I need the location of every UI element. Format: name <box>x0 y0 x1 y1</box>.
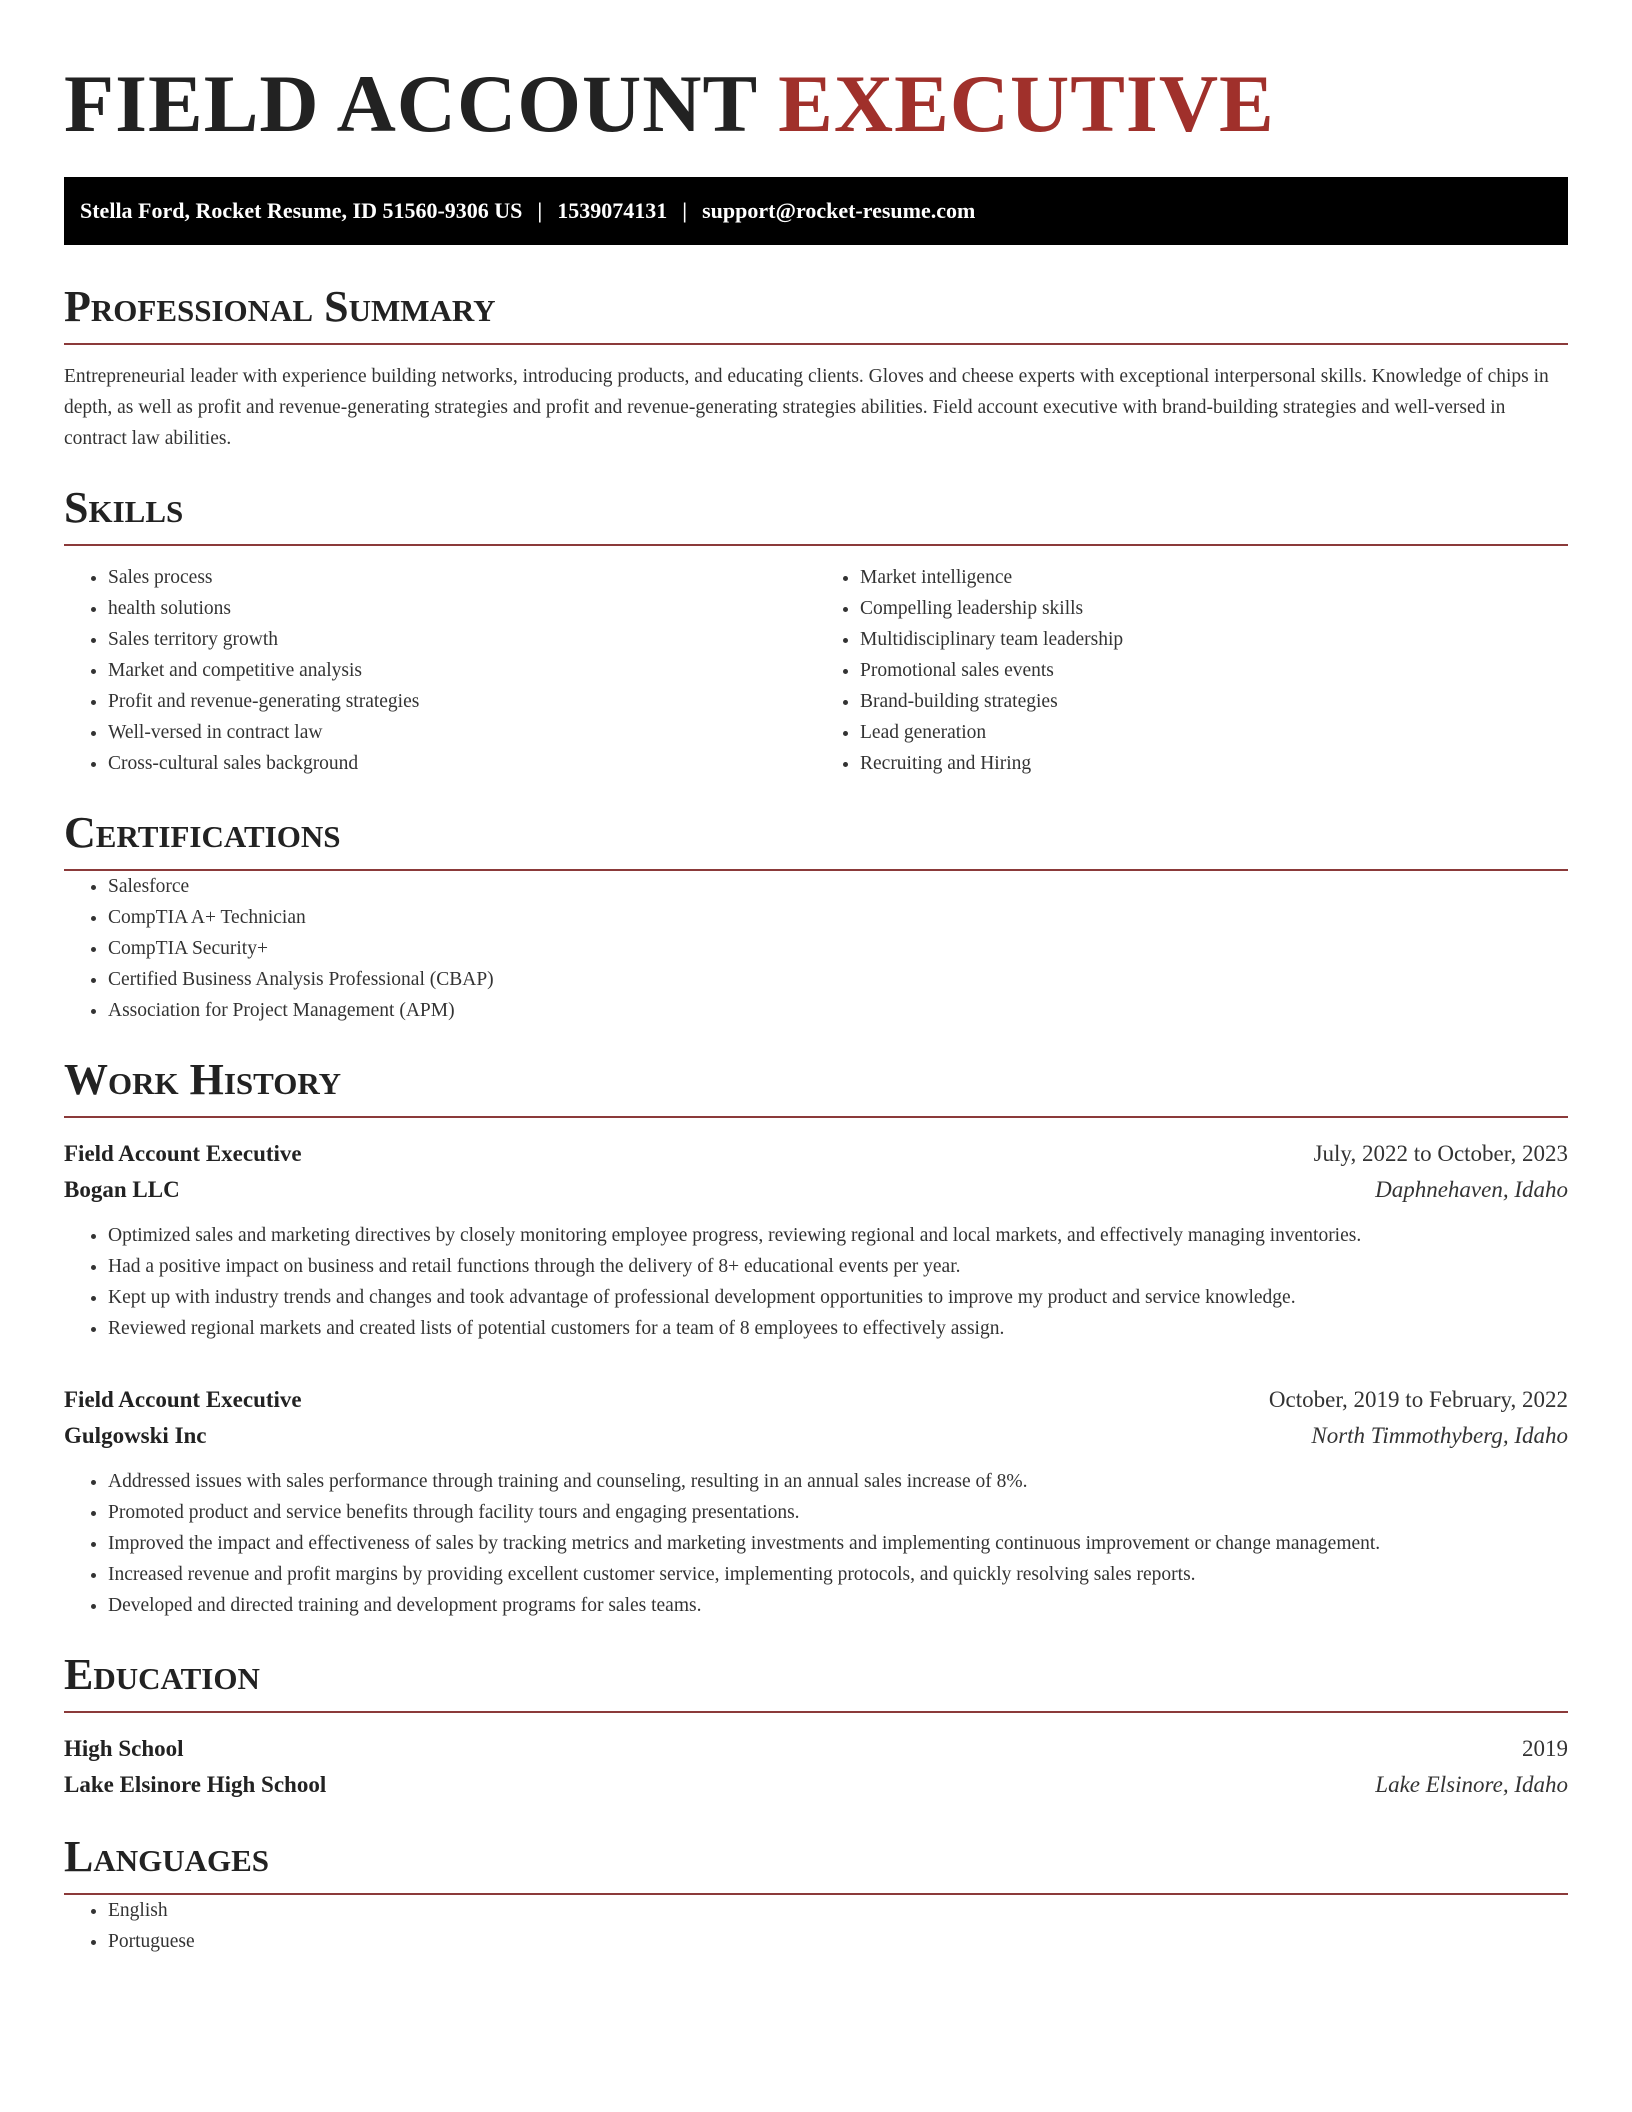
education-entry <box>64 1731 1568 1803</box>
certification-item: • Certified Business Analysis Professional (CBAP) <box>108 964 1568 995</box>
education-degree: High School <box>64 1736 184 1761</box>
job-position: Field Account Executive <box>64 1387 302 1412</box>
job-bullet: • Had a positive impact on business and retail functions through the delivery of 8+ educational events per year. <box>108 1251 1568 1282</box>
certification-item: • Salesforce <box>108 871 1568 902</box>
job-bullets <box>64 1220 1568 1344</box>
language-item: • Portuguese <box>108 1926 1568 1957</box>
languages-section <box>64 1831 1568 1957</box>
contact-separator: | <box>682 198 688 223</box>
skills-heading: Skills <box>64 482 1568 546</box>
job-dates: October, 2019 to February, 2022 <box>1268 1387 1568 1412</box>
job-dates: July, 2022 to October, 2023 <box>1313 1141 1568 1166</box>
job-company: Bogan LLC <box>64 1177 180 1202</box>
skill-item: • Profit and revenue-generating strategies <box>108 686 816 717</box>
job-company-row <box>64 1172 1568 1208</box>
skills-grid <box>64 562 1568 779</box>
job-bullet: • Promoted product and service benefits through facility tours and engaging presentations. <box>108 1497 1568 1528</box>
certification-item: • CompTIA Security+ <box>108 933 1568 964</box>
skill-item: • Compelling leadership skills <box>860 593 1568 624</box>
work-history-section <box>64 1054 1568 1621</box>
job-entry <box>64 1382 1568 1621</box>
education-degree-row <box>64 1731 1568 1767</box>
certifications-section <box>64 807 1568 1026</box>
contact-email: support@rocket-resume.com <box>702 198 976 223</box>
summary-text: Entrepreneurial leader with experience building networks, introducing products, and educating clients. Gloves and cheese experts with exceptional interpersonal skills. Knowledge of chips in depth, as well as profit and revenue-generating strategies and profit and revenue-generating strategies abilities. Field account executive with brand-building strategies and well-versed in contract law abilities. <box>64 366 1549 449</box>
education-school: Lake Elsinore High School <box>64 1772 327 1797</box>
skills-list-right <box>816 562 1568 779</box>
job-bullets <box>64 1466 1568 1621</box>
title-part-accent: EXECUTIVE <box>778 58 1275 149</box>
job-entry <box>64 1136 1568 1344</box>
job-bullet: • Developed and directed training and development programs for sales teams. <box>108 1590 1568 1621</box>
language-item: • English <box>108 1895 1568 1926</box>
contact-phone: 1539074131 <box>557 198 668 223</box>
languages-list <box>64 1895 1568 1957</box>
skill-item: • Market intelligence <box>860 562 1568 593</box>
job-header-row <box>64 1136 1568 1172</box>
skill-item: • Well-versed in contract law <box>108 717 816 748</box>
certification-item: • Association for Project Management (APM) <box>108 995 1568 1026</box>
skill-item: • Lead generation <box>860 717 1568 748</box>
contact-bar <box>64 177 1568 245</box>
education-school-row <box>64 1767 1568 1803</box>
title-part-main: FIELD ACCOUNT <box>64 58 757 149</box>
job-bullet: • Addressed issues with sales performance through training and counseling, resulting in an annual sales increase of 8%. <box>108 1466 1568 1497</box>
education-heading: Education <box>64 1649 1568 1713</box>
languages-heading: Languages <box>64 1831 1568 1895</box>
job-bullet: • Kept up with industry trends and changes and took advantage of professional development opportunities to improve my product and service knowledge. <box>108 1282 1568 1313</box>
skill-item: • health solutions <box>108 593 816 624</box>
certification-item: • CompTIA A+ Technician <box>108 902 1568 933</box>
summary-heading: Professional Summary <box>64 281 1568 345</box>
education-section <box>64 1649 1568 1803</box>
contact-separator: | <box>537 198 543 223</box>
summary-section <box>64 281 1568 454</box>
skill-item: • Sales process <box>108 562 816 593</box>
job-header-row <box>64 1382 1568 1418</box>
skill-item: • Market and competitive analysis <box>108 655 816 686</box>
job-bullet: • Optimized sales and marketing directives by closely monitoring employee progress, reviewing regional and local markets, and effectively managing inventories. <box>108 1220 1568 1251</box>
job-location: Daphnehaven, Idaho <box>1375 1177 1568 1202</box>
skill-item: • Recruiting and Hiring <box>860 748 1568 779</box>
resume-title <box>64 0 1568 152</box>
work-history-heading: Work History <box>64 1054 1568 1118</box>
job-company-row <box>64 1418 1568 1454</box>
certifications-heading: Certifications <box>64 807 1568 871</box>
education-location: Lake Elsinore, Idaho <box>1375 1772 1568 1797</box>
job-company: Gulgowski Inc <box>64 1423 207 1448</box>
skills-list-left <box>64 562 816 779</box>
skill-item: • Promotional sales events <box>860 655 1568 686</box>
certifications-list <box>64 871 1568 1026</box>
education-year: 2019 <box>1522 1736 1568 1761</box>
job-bullet: • Reviewed regional markets and created lists of potential customers for a team of 8 employees to effectively assign. <box>108 1313 1568 1344</box>
skill-item: • Sales territory growth <box>108 624 816 655</box>
skill-item: • Multidisciplinary team leadership <box>860 624 1568 655</box>
job-bullet: • Improved the impact and effectiveness of sales by tracking metrics and marketing investments and implementing continuous improvement or change management. <box>108 1528 1568 1559</box>
skill-item: • Brand-building strategies <box>860 686 1568 717</box>
job-location: North Timmothyberg, Idaho <box>1311 1423 1568 1448</box>
contact-address: Stella Ford, Rocket Resume, ID 51560-9306 US <box>80 198 523 223</box>
job-bullet: • Increased revenue and profit margins by providing excellent customer service, implementing protocols, and quickly resolving sales reports. <box>108 1559 1568 1590</box>
skill-item: • Cross-cultural sales background <box>108 748 816 779</box>
skills-section <box>64 482 1568 779</box>
job-position: Field Account Executive <box>64 1141 302 1166</box>
